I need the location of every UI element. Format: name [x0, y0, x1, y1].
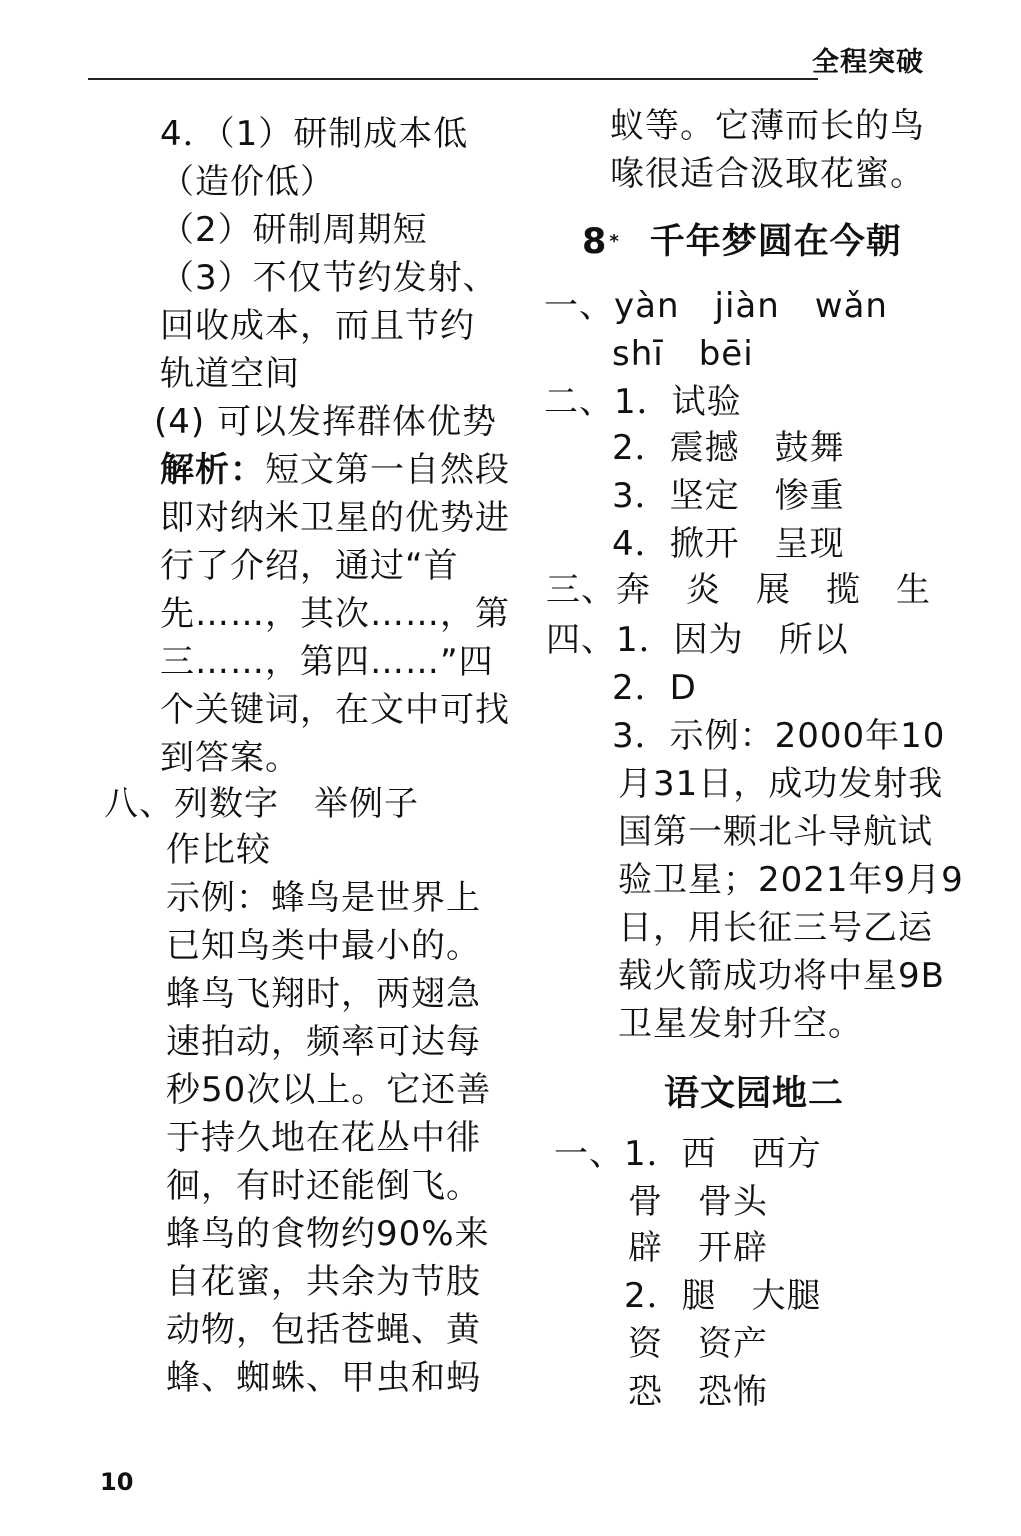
answer-line: 资 资产: [628, 1324, 768, 1364]
answer-line: 卫星发射升空。: [618, 1004, 863, 1044]
lesson-title: 千年梦圆在今朝: [649, 222, 902, 262]
answer-line: 蜂、蜘蛛、甲虫和蚂: [166, 1358, 481, 1398]
continuation-line: 蚁等。它薄而长的鸟: [610, 106, 925, 146]
page-number: 10: [100, 1468, 134, 1496]
analysis-text: 短文第一自然段: [265, 450, 510, 490]
answer-line: 日，用长征三号乙运: [618, 908, 933, 948]
answer-line: 月31日，成功发射我: [618, 764, 944, 804]
answer-line: 秒50次以上。它还善: [166, 1070, 492, 1110]
answer-line: 国第一颗北斗导航试: [618, 812, 933, 852]
answer-line: 徊，有时还能倒飞。: [166, 1166, 481, 1206]
answer-line: (4) 可以发挥群体优势: [154, 402, 497, 442]
answer-line: 验卫星；2021年9月9: [618, 860, 964, 900]
answer-line: 蜂鸟飞翔时，两翅急: [166, 974, 481, 1014]
answer-line: 一、1．西 西方: [554, 1134, 822, 1174]
answer-line: 载火箭成功将中星9B: [618, 956, 945, 996]
answer-line: shī bēi: [612, 334, 754, 374]
answer-line: 回收成本，而且节约: [160, 306, 475, 346]
answer-line: 示例：蜂鸟是世界上: [166, 878, 481, 918]
answer-line: （3）不仅节约发射、: [160, 258, 498, 298]
answer-line: 四、1．因为 所以: [546, 620, 849, 660]
answer-line: 轨道空间: [160, 354, 300, 394]
answer-line: 行了介绍，通过“首: [160, 546, 459, 586]
answer-line: 即对纳米卫星的优势进: [160, 498, 510, 538]
answer-line: 蜂鸟的食物约90%来: [166, 1214, 490, 1254]
answer-line: 个关键词，在文中可找: [160, 690, 510, 730]
answer-line: 骨 骨头: [628, 1182, 768, 1222]
answer-line: 先……，其次……，第: [160, 594, 510, 634]
lesson-mark: *: [609, 231, 620, 252]
section-eight-line: 八、列数字 举例子: [104, 784, 419, 824]
answer-line: 辟 开辟: [628, 1228, 768, 1268]
answer-line: （造价低）: [160, 162, 335, 202]
answer-line: 二、1．试验: [544, 382, 742, 422]
analysis-line: [160, 450, 510, 490]
answer-line: 一、yàn jiàn wǎn: [544, 286, 888, 326]
answer-line: 2．腿 大腿: [624, 1276, 822, 1316]
answer-line: 三……，第四……”四: [160, 642, 494, 682]
series-name: 全程突破: [812, 47, 924, 78]
analysis-label: 解析：: [160, 450, 265, 490]
answer-line: 3．坚定 惨重: [612, 476, 845, 516]
answer-line: 恐 恐怖: [628, 1372, 768, 1412]
answer-line: 3．示例：2000年10: [612, 716, 946, 756]
continuation-line: 喙很适合汲取花蜜。: [610, 154, 925, 194]
lesson-heading: [582, 222, 902, 262]
answer-line: 速拍动，频率可达每: [166, 1022, 481, 1062]
answer-line: 于持久地在花丛中徘: [166, 1118, 481, 1158]
header-rule: [88, 78, 818, 80]
answer-line: 动物，包括苍蝇、黄: [166, 1310, 481, 1350]
section-heading: 语文园地二: [664, 1074, 845, 1114]
answer-line: 作比较: [166, 830, 271, 870]
answer-line: 2．D: [612, 668, 697, 708]
answer-line: 自花蜜，共余为节肢: [166, 1262, 481, 1302]
answer-line: 到答案。: [160, 738, 300, 778]
answer-line: （2）研制周期短: [160, 210, 428, 250]
answer-line: 4．（1）研制成本低: [160, 114, 469, 154]
answer-line: 三、奔 炎 展 揽 生: [546, 570, 931, 610]
answer-line: 已知鸟类中最小的。: [166, 926, 481, 966]
lesson-number: 8: [582, 222, 608, 262]
answer-line: 4．掀开 呈现: [612, 524, 845, 564]
answer-line: 2．震撼 鼓舞: [612, 428, 845, 468]
